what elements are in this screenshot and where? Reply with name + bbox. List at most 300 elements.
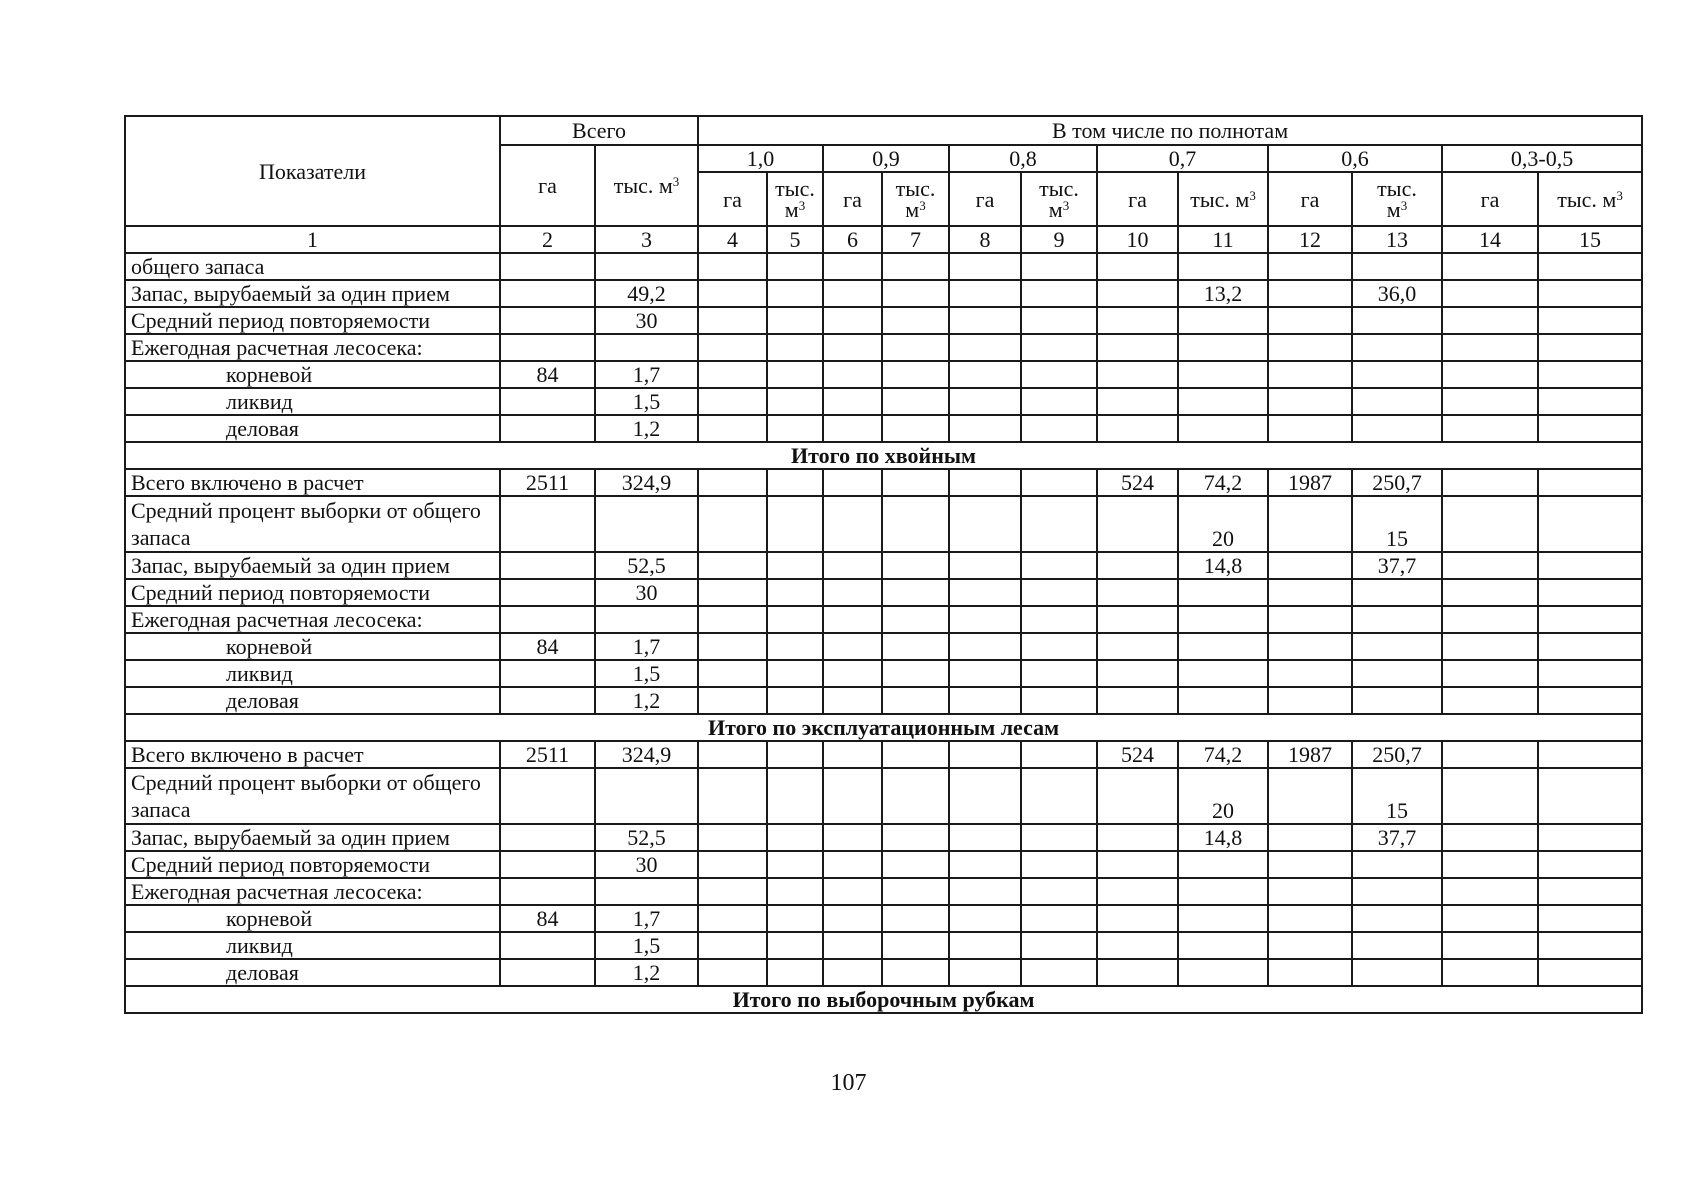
table-cell: 1,7 (595, 905, 698, 932)
table-cell: 36,0 (1352, 280, 1442, 307)
section-title: Итого по эксплуатационным лесам (125, 714, 1642, 741)
table-cell (1178, 253, 1268, 280)
table-cell (882, 606, 949, 633)
table-cell (823, 280, 882, 307)
table-cell (1538, 496, 1642, 552)
table-cell (1097, 606, 1178, 633)
row-label: Всего включено в расчет (125, 469, 500, 496)
row-label: ликвид (125, 388, 500, 415)
table-cell (698, 932, 767, 959)
table-cell (1352, 307, 1442, 334)
table-cell (1442, 851, 1538, 878)
table-cell (823, 932, 882, 959)
table-cell (767, 687, 823, 714)
table-cell (595, 768, 698, 824)
table-cell (500, 606, 595, 633)
table-cell (500, 307, 595, 334)
header-ha: га (698, 172, 767, 226)
table-cell (500, 552, 595, 579)
table-cell (500, 388, 595, 415)
header-ha: га (949, 172, 1021, 226)
table-cell (1097, 307, 1178, 334)
table-cell (823, 552, 882, 579)
table-cell (1268, 415, 1352, 442)
table-row (125, 633, 1642, 660)
table-cell (1268, 307, 1352, 334)
column-number: 9 (1021, 226, 1097, 253)
column-number: 3 (595, 226, 698, 253)
forest-allowance-table (124, 115, 1643, 1014)
table-cell (698, 633, 767, 660)
table-row (125, 496, 1642, 552)
table-row (125, 768, 1642, 824)
table-cell (823, 905, 882, 932)
table-cell (1268, 905, 1352, 932)
table-row (125, 851, 1642, 878)
table-row (125, 307, 1642, 334)
header-density: 1,0 (698, 145, 823, 172)
table-cell (949, 660, 1021, 687)
table-cell (1097, 932, 1178, 959)
table-cell (1021, 932, 1097, 959)
table-row (125, 334, 1642, 361)
table-cell (500, 768, 595, 824)
table-row (125, 824, 1642, 851)
table-cell (767, 878, 823, 905)
table-cell (1442, 741, 1538, 768)
table-cell: 30 (595, 579, 698, 606)
table-cell (1352, 334, 1442, 361)
table-cell (500, 851, 595, 878)
table-cell (500, 334, 595, 361)
table-cell (1097, 388, 1178, 415)
table-cell (949, 469, 1021, 496)
table-cell: 52,5 (595, 552, 698, 579)
table-cell (1442, 253, 1538, 280)
table-cell (949, 253, 1021, 280)
table-cell (949, 579, 1021, 606)
table-cell (1442, 768, 1538, 824)
table-cell (1268, 824, 1352, 851)
table-cell (1021, 905, 1097, 932)
table-row (125, 741, 1642, 768)
table-cell (767, 905, 823, 932)
table-cell (698, 851, 767, 878)
table-cell (823, 579, 882, 606)
table-row (125, 660, 1642, 687)
table-cell (1352, 932, 1442, 959)
section-row (125, 714, 1642, 741)
table-cell (1097, 579, 1178, 606)
table-cell (1538, 905, 1642, 932)
table-cell (949, 932, 1021, 959)
table-cell (1538, 851, 1642, 878)
table-cell (1538, 878, 1642, 905)
table-cell (1538, 687, 1642, 714)
table-cell: 49,2 (595, 280, 698, 307)
table-cell (1021, 878, 1097, 905)
table-cell (1268, 959, 1352, 986)
row-label: Запас, вырубаемый за один прием (125, 280, 500, 307)
row-label: Ежегодная расчетная лесосека: (125, 878, 500, 905)
table-cell (823, 606, 882, 633)
table-cell (949, 851, 1021, 878)
table-cell (1352, 579, 1442, 606)
table-cell (1538, 932, 1642, 959)
column-number: 15 (1538, 226, 1642, 253)
table-cell (1442, 905, 1538, 932)
table-cell (1538, 361, 1642, 388)
table-row (125, 253, 1642, 280)
row-label: Средний период повторяемости (125, 579, 500, 606)
table-cell: 15 (1352, 496, 1442, 552)
table-cell (1352, 959, 1442, 986)
table-cell: 13,2 (1178, 280, 1268, 307)
table-cell (823, 415, 882, 442)
table-cell (1021, 552, 1097, 579)
table-cell (1097, 280, 1178, 307)
table-cell (882, 932, 949, 959)
table-cell (949, 633, 1021, 660)
table-cell (1097, 878, 1178, 905)
table-cell (1538, 307, 1642, 334)
table-cell: 14,8 (1178, 824, 1268, 851)
table-cell (1538, 660, 1642, 687)
table-cell (882, 388, 949, 415)
table-cell (595, 606, 698, 633)
table-cell (767, 959, 823, 986)
table-cell (1538, 959, 1642, 986)
table-cell (1538, 606, 1642, 633)
table-cell (1021, 307, 1097, 334)
table-cell (882, 824, 949, 851)
table-cell (823, 334, 882, 361)
table-cell (698, 415, 767, 442)
table-cell (949, 415, 1021, 442)
column-number: 12 (1268, 226, 1352, 253)
table-cell (1538, 552, 1642, 579)
table-cell (1178, 878, 1268, 905)
table-cell (949, 606, 1021, 633)
row-label: Средний период повторяемости (125, 307, 500, 334)
table-cell (1178, 851, 1268, 878)
row-label: Средний процент выборки от общего запаса (125, 496, 500, 552)
table-cell (949, 768, 1021, 824)
row-label: деловая (125, 959, 500, 986)
table-cell: 1,5 (595, 932, 698, 959)
header-volume: тыс. $м^3$ (882, 172, 949, 226)
table-row (125, 361, 1642, 388)
row-label: деловая (125, 415, 500, 442)
table-cell (1268, 606, 1352, 633)
table-cell (1442, 687, 1538, 714)
table-cell (1268, 552, 1352, 579)
table-cell (1178, 905, 1268, 932)
row-label: Запас, вырубаемый за один прием (125, 824, 500, 851)
table-cell (1178, 633, 1268, 660)
table-cell (823, 660, 882, 687)
table-cell (767, 768, 823, 824)
table-cell (882, 253, 949, 280)
table-cell (949, 905, 1021, 932)
table-row (125, 388, 1642, 415)
table-cell (1097, 253, 1178, 280)
table-cell (1538, 741, 1642, 768)
table-cell (500, 280, 595, 307)
header-ha: га (1097, 172, 1178, 226)
header-indicators: Показатели (125, 116, 500, 226)
table-cell: 1,2 (595, 415, 698, 442)
table-cell (767, 851, 823, 878)
table-cell (1538, 334, 1642, 361)
table-cell (823, 959, 882, 986)
table-cell (698, 361, 767, 388)
table-cell (767, 253, 823, 280)
table-cell (698, 687, 767, 714)
table-cell: 84 (500, 361, 595, 388)
table-cell (500, 579, 595, 606)
table-cell (882, 307, 949, 334)
table-cell (767, 606, 823, 633)
table-row (125, 878, 1642, 905)
table-cell (949, 307, 1021, 334)
table-cell (698, 959, 767, 986)
row-label: Средний период повторяемости (125, 851, 500, 878)
table-cell (595, 253, 698, 280)
table-cell: 250,7 (1352, 741, 1442, 768)
table-cell (1097, 496, 1178, 552)
table-cell (1097, 768, 1178, 824)
table-cell (1268, 334, 1352, 361)
table-cell (949, 741, 1021, 768)
table-cell (823, 496, 882, 552)
table-cell (698, 878, 767, 905)
row-label: общего запаса (125, 253, 500, 280)
header-ha: га (1442, 172, 1538, 226)
section-row (125, 442, 1642, 469)
table-row (125, 579, 1642, 606)
table-cell: 1,5 (595, 388, 698, 415)
column-number: 4 (698, 226, 767, 253)
header-volume: тыс. $м^3$ (1352, 172, 1442, 226)
table-cell (1178, 388, 1268, 415)
table-cell (1021, 959, 1097, 986)
table-cell (1442, 606, 1538, 633)
table-cell (882, 280, 949, 307)
table-cell (1097, 851, 1178, 878)
table-cell (1442, 469, 1538, 496)
table-cell (1178, 307, 1268, 334)
table-cell (1442, 824, 1538, 851)
section-row (125, 986, 1642, 1013)
table-cell: 250,7 (1352, 469, 1442, 496)
table-cell: 324,9 (595, 469, 698, 496)
table-cell (1021, 579, 1097, 606)
column-number: 13 (1352, 226, 1442, 253)
table-cell (882, 660, 949, 687)
table-cell: 2511 (500, 741, 595, 768)
column-number: 14 (1442, 226, 1538, 253)
header-ha: га (1268, 172, 1352, 226)
header-density: 0,9 (823, 145, 949, 172)
table-cell (1097, 824, 1178, 851)
table-cell (1021, 824, 1097, 851)
table-cell (1352, 253, 1442, 280)
table-cell: 1,7 (595, 361, 698, 388)
table-cell (1352, 633, 1442, 660)
column-number: 2 (500, 226, 595, 253)
table-cell (823, 307, 882, 334)
table-cell (823, 878, 882, 905)
table-cell (500, 660, 595, 687)
table-cell: 1,5 (595, 660, 698, 687)
table-cell (1352, 415, 1442, 442)
table-cell (1021, 334, 1097, 361)
table-cell (1352, 851, 1442, 878)
table-cell (882, 878, 949, 905)
table-cell (1442, 388, 1538, 415)
table-cell: 30 (595, 307, 698, 334)
table-cell (698, 606, 767, 633)
table-cell (767, 415, 823, 442)
table-cell (1442, 633, 1538, 660)
table-cell (823, 851, 882, 878)
table-cell (500, 496, 595, 552)
table-cell (1178, 932, 1268, 959)
header-density: 0,8 (949, 145, 1097, 172)
table-cell (767, 633, 823, 660)
header-volume: тыс. $м^3$ (1021, 172, 1097, 226)
section-title: Итого по хвойным (125, 442, 1642, 469)
header-density: 0,3-0,5 (1442, 145, 1642, 172)
row-label: Ежегодная расчетная лесосека: (125, 606, 500, 633)
table-cell (1268, 660, 1352, 687)
table-cell (1352, 361, 1442, 388)
table-cell (1021, 469, 1097, 496)
header-by-density: В том числе по полнотам (698, 116, 1642, 145)
table-cell (500, 959, 595, 986)
header-total-volume: тыс. $м^3$ (595, 145, 698, 226)
table-cell (767, 496, 823, 552)
table-cell (1097, 687, 1178, 714)
table-cell (1352, 388, 1442, 415)
table-cell (1352, 687, 1442, 714)
table-cell (1268, 851, 1352, 878)
table-cell (1538, 633, 1642, 660)
table-cell (698, 469, 767, 496)
table-cell (1021, 496, 1097, 552)
table-cell (1268, 579, 1352, 606)
table-cell (1021, 687, 1097, 714)
table-cell (767, 741, 823, 768)
header-density: 0,7 (1097, 145, 1268, 172)
table-cell: 524 (1097, 469, 1178, 496)
table-cell (698, 660, 767, 687)
table-cell (767, 361, 823, 388)
table-cell (595, 334, 698, 361)
table-cell (1442, 660, 1538, 687)
table-cell (1268, 496, 1352, 552)
table-cell (1268, 633, 1352, 660)
table-cell (767, 388, 823, 415)
table-cell (882, 496, 949, 552)
table-cell (1021, 741, 1097, 768)
table-cell (767, 824, 823, 851)
table-row (125, 905, 1642, 932)
table-cell (949, 496, 1021, 552)
table-cell (698, 905, 767, 932)
table-cell (1442, 415, 1538, 442)
table-cell: 14,8 (1178, 552, 1268, 579)
table-cell (1352, 606, 1442, 633)
table-row (125, 280, 1642, 307)
table-cell: 1,2 (595, 687, 698, 714)
table-cell (500, 253, 595, 280)
row-label: корневой (125, 633, 500, 660)
table-cell (1178, 361, 1268, 388)
header-volume: тыс. $м^3$ (767, 172, 823, 226)
table-cell (767, 660, 823, 687)
table-cell (1097, 660, 1178, 687)
table-cell (767, 280, 823, 307)
table-cell (1538, 579, 1642, 606)
column-number: 1 (125, 226, 500, 253)
table-cell (949, 280, 1021, 307)
table-cell (595, 496, 698, 552)
table-row (125, 959, 1642, 986)
column-number: 10 (1097, 226, 1178, 253)
table-cell (1268, 768, 1352, 824)
table-row (125, 687, 1642, 714)
header-volume: тыс. $м^3$ (1538, 172, 1642, 226)
table-cell (1442, 334, 1538, 361)
table-cell (1021, 253, 1097, 280)
table-cell (1178, 606, 1268, 633)
table-cell: 74,2 (1178, 741, 1268, 768)
column-number: 5 (767, 226, 823, 253)
table-cell (823, 687, 882, 714)
table-cell (595, 878, 698, 905)
table-cell: 84 (500, 905, 595, 932)
table-cell (823, 388, 882, 415)
table-cell (1097, 552, 1178, 579)
table-cell (767, 579, 823, 606)
table-cell (1442, 579, 1538, 606)
table-cell: 74,2 (1178, 469, 1268, 496)
table-cell (1268, 878, 1352, 905)
row-label: корневой (125, 905, 500, 932)
table-cell (1268, 932, 1352, 959)
table-cell: 15 (1352, 768, 1442, 824)
table-cell (698, 552, 767, 579)
row-label: деловая (125, 687, 500, 714)
table-cell (823, 633, 882, 660)
table-cell (823, 768, 882, 824)
table-cell (1268, 388, 1352, 415)
table-cell (698, 280, 767, 307)
table-cell (500, 824, 595, 851)
row-label: Запас, вырубаемый за один прием (125, 552, 500, 579)
table-cell (1268, 280, 1352, 307)
table-cell: 37,7 (1352, 824, 1442, 851)
table-cell (1021, 660, 1097, 687)
table-row (125, 415, 1642, 442)
table-cell (949, 824, 1021, 851)
table-cell: 52,5 (595, 824, 698, 851)
table-cell (823, 741, 882, 768)
table-cell (882, 905, 949, 932)
table-cell: 2511 (500, 469, 595, 496)
